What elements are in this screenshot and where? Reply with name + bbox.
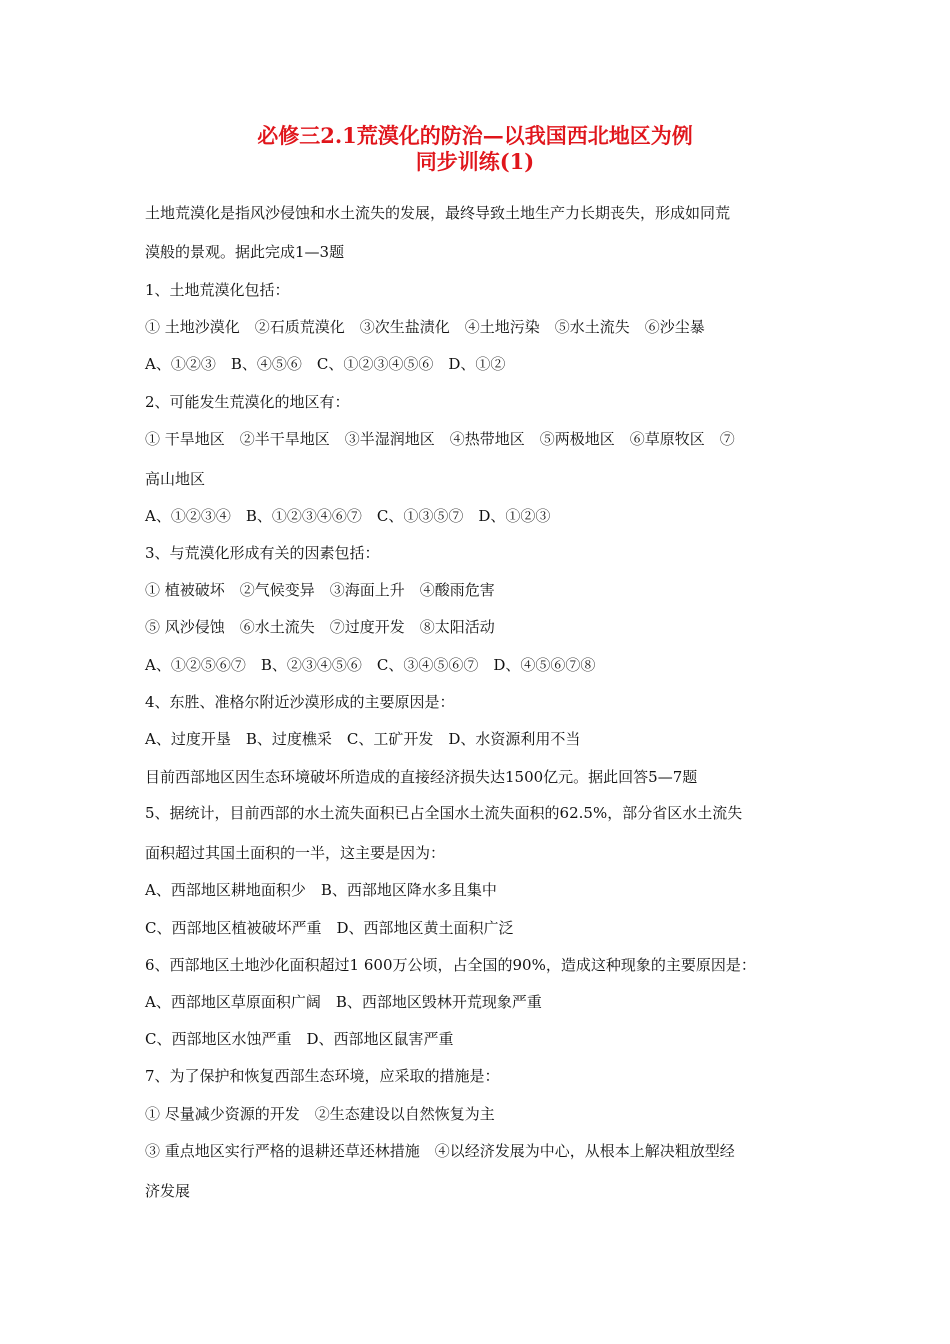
question-2-stem: 2、可能发生荒漠化的地区有： (145, 393, 350, 411)
page-title: 必修三2.1荒漠化的防治—以我国西北地区为例 (257, 123, 693, 148)
page-subtitle: 同步训练(1) (415, 149, 535, 174)
question-1-options: A、①②③ B、④⑤⑥ C、①②③④⑤⑥ D、①② (145, 355, 506, 373)
question-1-stem: 1、土地荒漠化包括： (145, 281, 290, 299)
intro-text-line-2: 漠般的景观。据此完成1—3题 (145, 243, 345, 261)
question-2-items-line-1: ① 干旱地区 ②半干旱地区 ③半湿润地区 ④热带地区 ⑤两极地区 ⑥草原牧区 ⑦ (145, 430, 735, 448)
question-3-options: A、①②⑤⑥⑦ B、②③④⑤⑥ C、③④⑤⑥⑦ D、④⑤⑥⑦⑧ (145, 656, 596, 674)
question-3-items-line-2: ⑤ 风沙侵蚀 ⑥水土流失 ⑦过度开发 ⑧太阳活动 (145, 618, 495, 636)
question-7-stem: 7、为了保护和恢复西部生态环境，应采取的措施是： (145, 1067, 500, 1085)
question-6-options-cd: C、西部地区水蚀严重 D、西部地区鼠害严重 (145, 1030, 454, 1048)
question-7-items-line-1: ① 尽量减少资源的开发 ②生态建设以自然恢复为主 (145, 1105, 495, 1123)
question-1-items: ① 土地沙漠化 ②石质荒漠化 ③次生盐渍化 ④土地污染 ⑤水土流失 ⑥沙尘暴 (145, 318, 705, 336)
question-2-items-line-2: 高山地区 (145, 470, 206, 488)
question-4-stem: 4、东胜、准格尔附近沙漠形成的主要原因是： (145, 693, 455, 711)
intro-text-line-1: 土地荒漠化是指风沙侵蚀和水土流失的发展，最终导致土地生产力长期丧失，形成如同荒 (145, 204, 731, 222)
question-5-options-cd: C、西部地区植被破坏严重 D、西部地区黄土面积广泛 (145, 919, 514, 937)
question-7-items-line-2: ③ 重点地区实行严格的退耕还草还林措施 ④以经济发展为中心，从根本上解决粗放型经 (145, 1142, 735, 1160)
question-5-stem-line-2: 面积超过其国土面积的一半，这主要是因为： (145, 844, 446, 862)
question-5-stem-line-1: 5、据统计，目前西部的水土流失面积已占全国水土流失面积的62.5%，部分省区水土流失 (145, 804, 743, 822)
question-3-stem: 3、与荒漠化形成有关的因素包括： (145, 544, 380, 562)
question-6-stem: 6、西部地区土地沙化面积超过1 600万公顷，占全国的90%，造成这种现象的主要原因是： (145, 956, 756, 974)
question-7-items-line-3: 济发展 (145, 1182, 191, 1200)
question-3-items-line-1: ① 植被破坏 ②气候变异 ③海面上升 ④酸雨危害 (145, 581, 495, 599)
section-intro-5-7: 目前西部地区因生态环境破坏所造成的直接经济损失达1500亿元。据此回答5—7题 (145, 768, 698, 786)
question-2-options: A、①②③④ B、①②③④⑥⑦ C、①③⑤⑦ D、①②③ (145, 507, 551, 525)
question-5-options-ab: A、西部地区耕地面积少 B、西部地区降水多且集中 (145, 881, 497, 899)
question-6-options-ab: A、西部地区草原面积广阔 B、西部地区毁林开荒现象严重 (145, 993, 542, 1011)
question-4-options: A、过度开垦 B、过度樵采 C、工矿开发 D、水资源利用不当 (145, 730, 581, 748)
